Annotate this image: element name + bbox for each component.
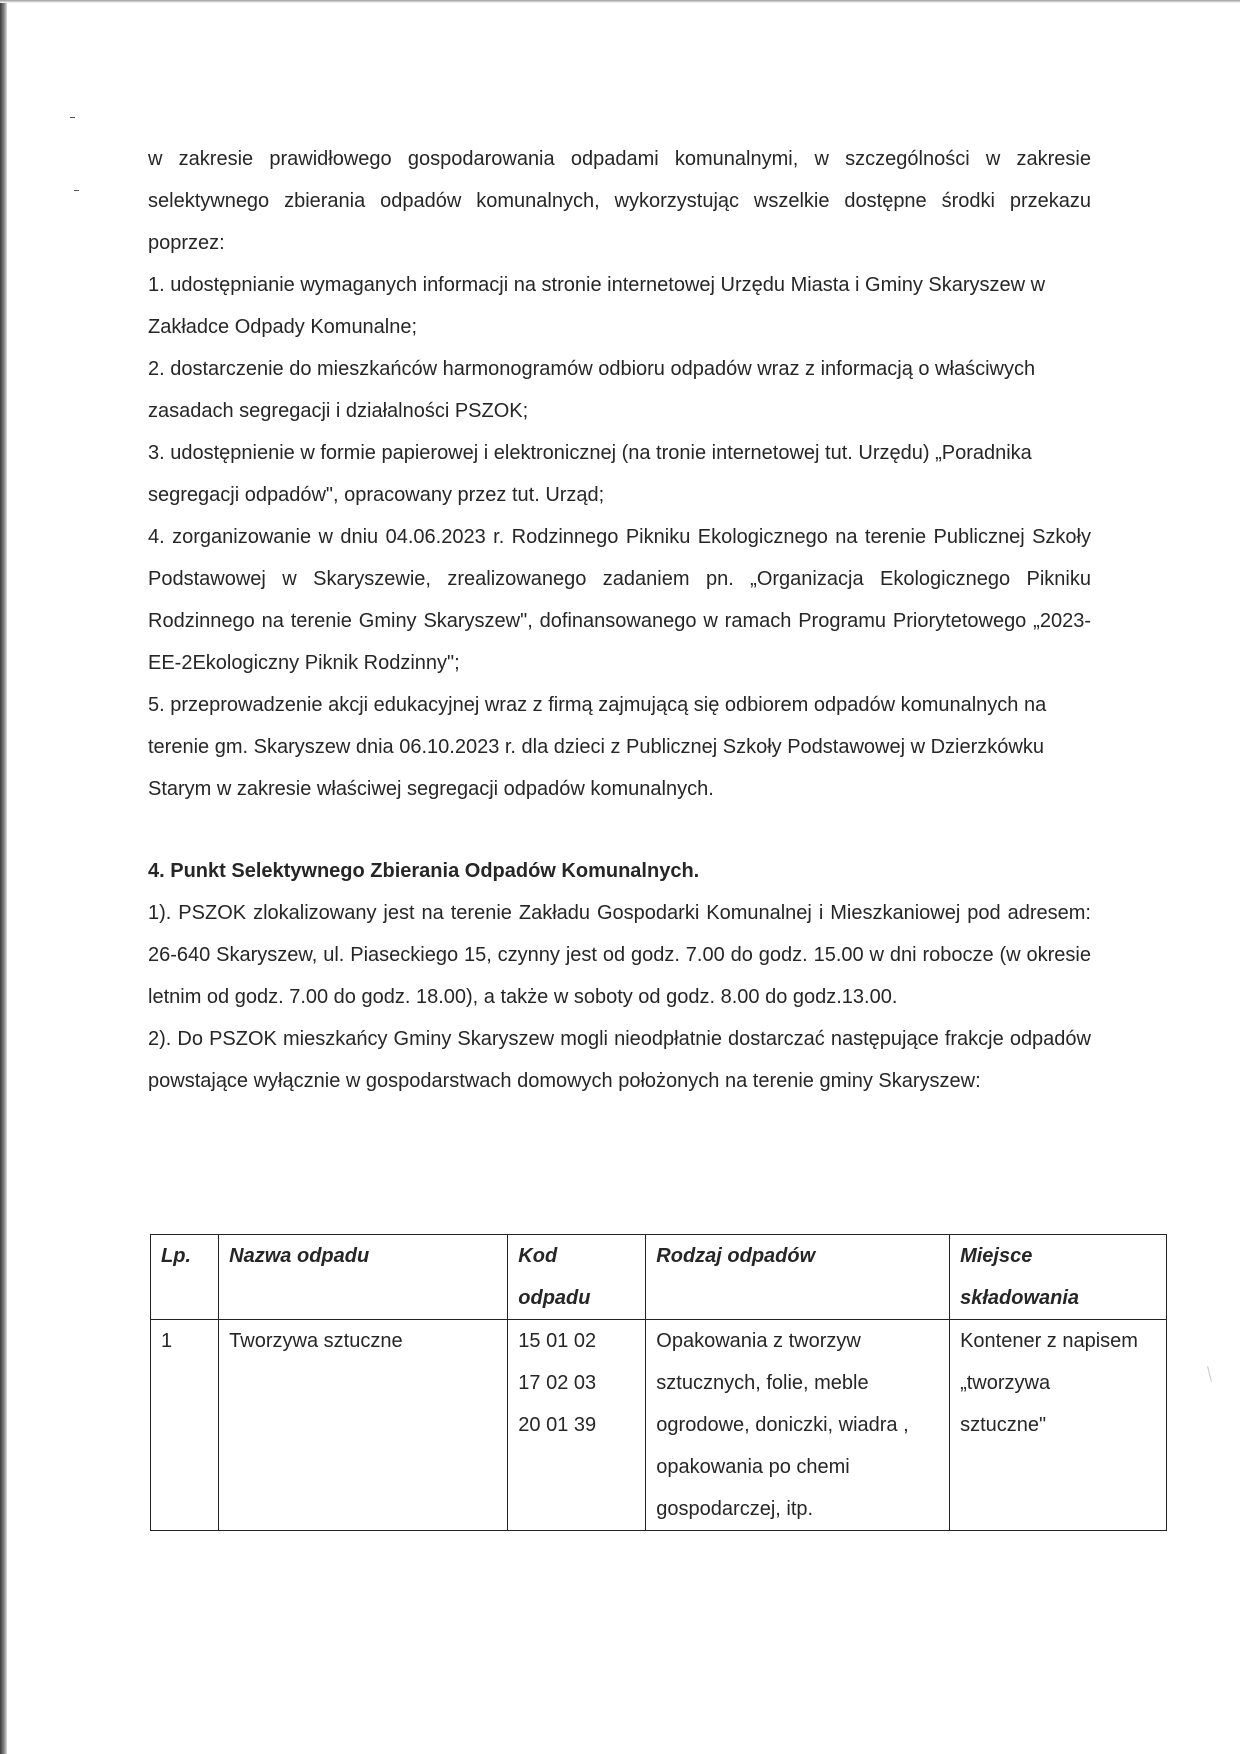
type-line: ogrodowe, doniczki, wiadra , [656,1414,909,1436]
intro-paragraph: w zakresie prawidłowego gospodarowania odpadami komunalnymi, w szczególności w zakresie selektywnego zbierania odpadów komunalnych, wykorzystując wszelkie dostępne środki przekazu poprzez: [148,148,1091,254]
list-item-1: 1. udostępnianie wymaganych informacji na stronie internetowej Urzędu Miasta i Gminy Skaryszew w Zakładce Odpady Komunalne; [148,274,1046,338]
header-code [508,1235,646,1320]
place-line: Kontener z napisem [960,1330,1138,1352]
type-line: opakowania po chemi [656,1456,850,1478]
code-line: 17 02 03 [518,1372,597,1394]
section-item-1: 1). PSZOK zlokalizowany jest na terenie Zakładu Gospodarki Komunalnej i Mieszkaniowej pod adresem: 26-640 Skaryszew, ul. Piaseckiego 15, czynny jest od godz. 7.00 do godz. 15.00 w dni robocze (w okresie letnim od godz. 7.00 do godz. 18.00), a także w soboty od godz. 8.00 do godz.13.00. [148,902,1091,1008]
section-heading: 4. Punkt Selektywnego Zbierania Odpadów Komunalnych. [148,860,700,882]
list-item-4: 4. zorganizowanie w dniu 04.06.2023 r. Rodzinnego Pikniku Ekologicznego na terenie Publicznej Szkoły Podstawowej w Skaryszewie, zrealizowanego zadaniem pn. „Organizacja Ekologicznego Pikniku Rodzinnego na terenie Gminy Skaryszew", dofinansowanego w ramach Programu Priorytetowego „2023-EE-2Ekologiczny Piknik Rodzinny"; [148,526,1091,674]
header-place [950,1235,1167,1320]
document-body [148,138,1091,1102]
scan-edge-top [0,0,1240,3]
section-spacer [148,810,1091,850]
header-name: Nazwa odpadu [219,1235,508,1320]
cell-place [950,1320,1167,1531]
type-line: Opakowania z tworzyw [656,1330,861,1352]
type-line: sztucznych, folie, meble [656,1372,869,1394]
cell-codes [508,1320,646,1531]
header-place-line2: składowania [960,1287,1080,1309]
cell-lp: 1 [151,1320,219,1531]
header-lp: Lp. [151,1235,219,1320]
list-item-3: 3. udostępnienie w formie papierowej i elektronicznej (na tronie internetowej tut. Urzędu) „Poradnika segregacji odpadów", opracowany przez tut. Urząd; [148,442,1032,506]
scan-speck [70,117,75,118]
header-code-line1: Kod [518,1245,558,1267]
code-line: 15 01 02 [518,1330,597,1352]
list-item-2: 2. dostarczenie do mieszkańców harmonogramów odbioru odpadów wraz z informacją o właściwych zasadach segregacji i działalności PSZOK; [148,358,1036,422]
list-item-5: 5. przeprowadzenie akcji edukacyjnej wraz z firmą zajmującą się odbiorem odpadów komunalnych na terenie gm. Skaryszew dnia 06.10.2023 r. dla dzieci z Publicznej Szkoły Podstawowej w Dzierzkówku Starym w zakresie właściwej segregacji odpadów komunalnych. [148,694,1047,800]
table-row [151,1320,1167,1531]
section-item-2: 2). Do PSZOK mieszkańcy Gminy Skaryszew mogli nieodpłatnie dostarczać następujące frakcje odpadów powstające wyłącznie w gospodarstwach domowych położonych na terenie gminy Skaryszew: [148,1028,1091,1092]
scan-mark [1207,1366,1212,1382]
scan-edge-left [0,0,7,1754]
header-type: Rodzaj odpadów [646,1235,950,1320]
cell-name: Tworzywa sztuczne [219,1320,508,1531]
header-place-line1: Miejsce [960,1245,1033,1267]
type-line: gospodarczej, itp. [656,1498,814,1520]
header-code-line2: odpadu [518,1287,591,1309]
place-line: „tworzywa [960,1372,1051,1394]
cell-type [646,1320,950,1531]
scan-speck [74,190,79,191]
waste-table [150,1234,1167,1531]
table-header-row [151,1235,1167,1320]
place-line: sztuczne" [960,1414,1047,1436]
code-line: 20 01 39 [518,1414,597,1436]
